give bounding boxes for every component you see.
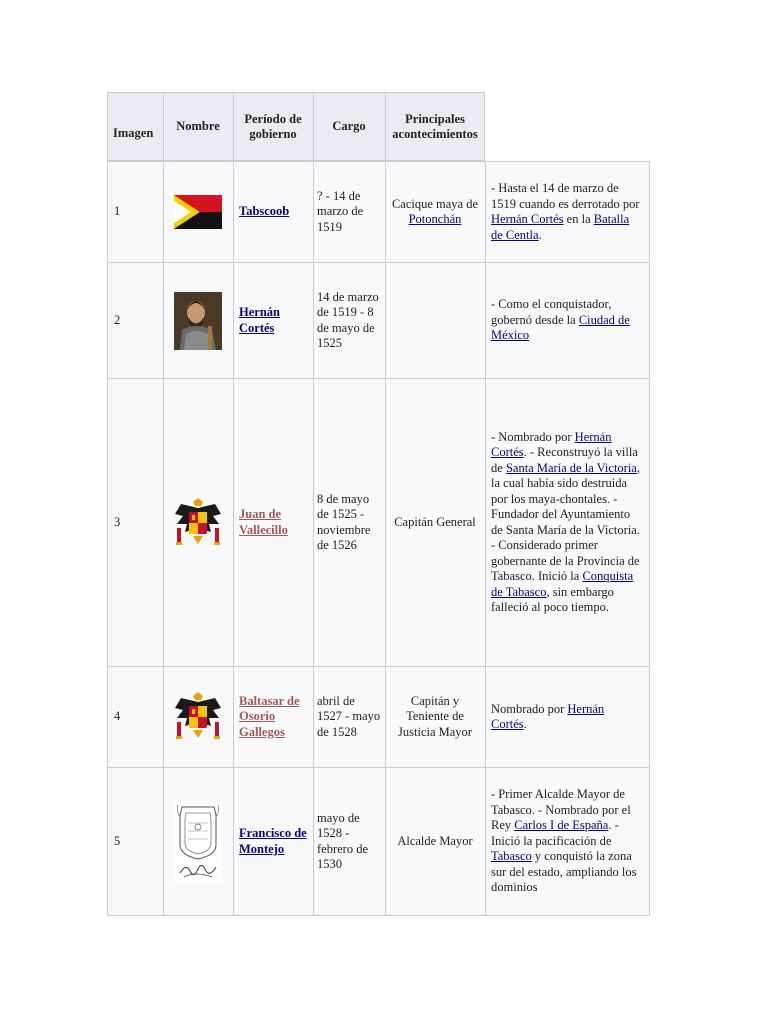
period-text: mayo de 1528 - febrero de 1530 [317, 810, 369, 871]
conquista-de-tabasco-link[interactable]: Conquista de Tabasco [491, 569, 634, 599]
hernan-cortes-link[interactable]: Hernán Cortés [491, 429, 612, 459]
table-row [107, 161, 650, 263]
period-text: 14 de marzo de 1519 - 8 de mayo de 1525 [317, 289, 379, 350]
header-acontecimientos: Principales acontecimientos [392, 111, 478, 141]
period-text: 8 de mayo de 1525 - noviembre de 1526 [317, 491, 371, 552]
period-text: ? - 14 de marzo de 1519 [317, 188, 364, 234]
header-imagen: Imagen [113, 126, 154, 140]
table-row [107, 767, 650, 916]
event-text: en la [563, 212, 594, 226]
event-text: - Hasta el 14 de marzo de 1519 cuando es derrotado por [491, 181, 640, 211]
name-link[interactable]: Tabscoob [239, 204, 290, 219]
event-text: . - Reconstruyó la villa de [491, 445, 638, 475]
flag-icon[interactable] [163, 162, 233, 262]
period-text: abril de 1527 - mayo de 1528 [317, 693, 381, 739]
cargo-text [385, 263, 485, 378]
event-text: - Como el conquistador, gobernó desde la [491, 297, 612, 327]
table-row [107, 262, 650, 379]
event-text: . - Inició la pacificación de [491, 818, 619, 848]
cargo-text: Cacique maya de [391, 196, 479, 211]
hernan-cortes-link[interactable]: Hernán Cortés [491, 212, 564, 226]
event-text: - Primer Alcalde Mayor de Tabasco. - Nombrado por el Rey [491, 787, 631, 833]
cargo-cell [385, 162, 485, 262]
name-link[interactable]: Francisco de Montejo [239, 826, 307, 856]
tabasco-link[interactable]: Tabasco [491, 849, 532, 864]
table-header [107, 92, 485, 161]
events-cell [485, 379, 649, 666]
table-row [107, 666, 650, 768]
name-link[interactable]: Baltasar de Osorio Gallegos [239, 693, 300, 739]
potonchan-link[interactable]: Potonchán [408, 212, 462, 226]
header-cargo: Cargo [332, 119, 366, 133]
event-text: - Nombrado por [491, 429, 575, 444]
name-link[interactable]: Juan de Vallecillo [239, 507, 288, 537]
event-text: , la cual había sido destruida por los maya-chontales. -Fundador del Ayuntamiento de Santa María de la Victoria. - Considerado primer gobernante de la Provincia de Tabasco. Inició la [491, 460, 640, 583]
carlos-i-de-espana-link[interactable]: Carlos I de España [514, 818, 609, 833]
cargo-text: Capitán y Teniente de Justicia Mayor [398, 693, 472, 739]
header-periodo: Período de gobierno [244, 111, 302, 141]
event-text: Nombrado por [491, 701, 568, 716]
row-number: 1 [114, 204, 121, 219]
event-text: . [523, 717, 527, 731]
table-row [107, 378, 650, 667]
events-cell [485, 768, 649, 915]
batalla-de-centla-link[interactable]: Batalla de Centla [491, 212, 630, 242]
portrait-icon[interactable] [163, 263, 233, 378]
seal-signature-icon[interactable] [163, 768, 233, 915]
hernan-cortes-link[interactable]: Hernán Cortés [491, 701, 605, 731]
coat-of-arms-icon[interactable] [163, 667, 233, 767]
cargo-text: Capitán General [394, 514, 476, 529]
cargo-text: Alcalde Mayor [397, 833, 473, 848]
event-text: y conquistó la zona sur del estado, ampliando los dominios [491, 849, 637, 895]
santa-maria-de-la-victoria-link[interactable]: Santa María de la Victoria [505, 460, 637, 475]
row-number: 2 [114, 312, 121, 327]
header-nombre: Nombre [176, 119, 220, 133]
event-text: , sin embargo falleció al poco tiempo. [491, 584, 614, 614]
event-text: . [538, 227, 542, 242]
events-cell [485, 263, 649, 378]
row-number: 4 [114, 709, 121, 724]
events-cell [485, 162, 649, 262]
events-cell [485, 667, 649, 767]
coat-of-arms-icon[interactable] [163, 379, 233, 666]
ciudad-de-mexico-link[interactable]: Ciudad de México [491, 312, 630, 343]
name-link[interactable]: Hernán Cortés [239, 305, 280, 335]
row-number: 5 [114, 833, 121, 848]
row-number: 3 [114, 514, 121, 529]
